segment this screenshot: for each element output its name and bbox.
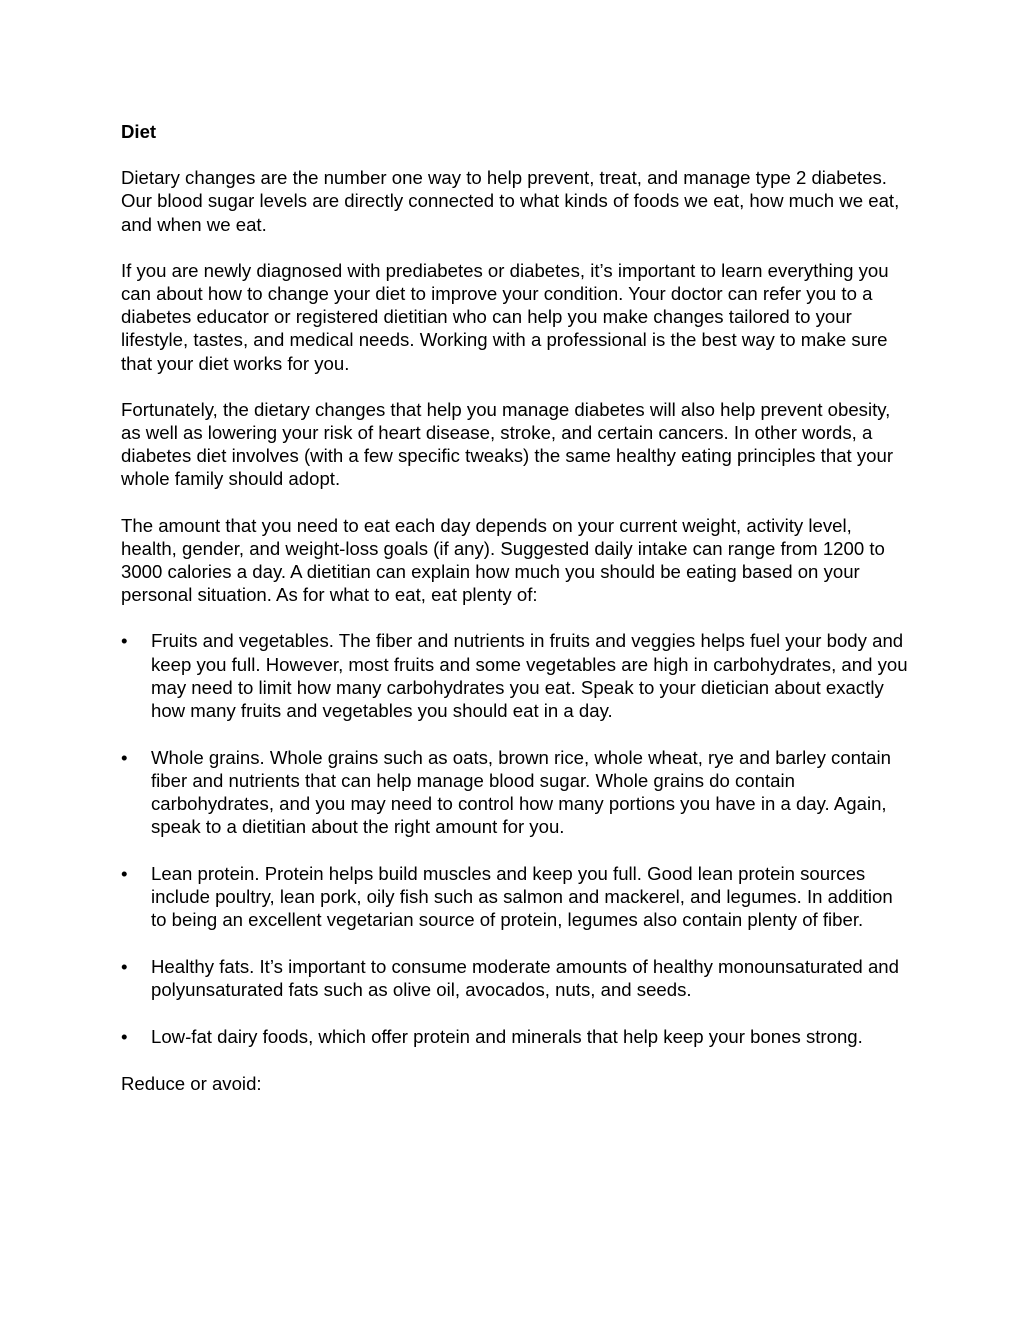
document-title: Diet xyxy=(121,121,157,142)
paragraph-intro: Dietary changes are the number one way to help prevent, treat, and manage type 2 diabetes. Our blood sugar levels are directly connected to what kinds of foods we eat, how much we eat, and when we eat. xyxy=(121,167,900,235)
list-item-text: Lean protein. Protein helps build muscles and keep you full. Good lean protein sources include poultry, lean pork, oily fish such as salmon and mackerel, and legumes. In addition to being an excellent vegetarian source of protein, legumes also contain plenty of fiber. xyxy=(151,863,893,931)
list-item xyxy=(121,629,911,722)
list-item-text: Healthy fats. It’s important to consume moderate amounts of healthy monounsaturated and polyunsaturated fats such as olive oil, avocados, nuts, and seeds. xyxy=(151,956,899,1001)
bullet-icon: • xyxy=(121,956,128,978)
list-item-text: Fruits and vegetables. The fiber and nutrients in fruits and veggies helps fuel your body and keep you full. However, most fruits and some vegetables are high in carbohydrates, and you may need to limit how many carbohydrates you eat. Speak to your dietician about exactly how many fruits and vegetables you should eat in a day. xyxy=(151,630,908,722)
list-item-text: Low-fat dairy foods, which offer protein and minerals that help keep your bones strong. xyxy=(151,1026,863,1048)
bullet-icon: • xyxy=(121,863,128,885)
reduce-avoid-heading: Reduce or avoid: xyxy=(121,1072,262,1094)
paragraph-amount: The amount that you need to eat each day depends on your current weight, activity level, health, gender, and weight-loss goals (if any). Suggested daily intake can range from 1200 to 3000 calories a day. A dietitian can explain how much you should be eating based on your personal situation. As for what to eat, eat plenty of: xyxy=(121,514,885,606)
bullet-icon: • xyxy=(121,1026,128,1048)
eat-plenty-list xyxy=(121,629,911,1048)
list-item xyxy=(121,862,911,932)
list-item xyxy=(121,1025,911,1048)
list-item xyxy=(121,955,911,1001)
paragraph-fortunately: Fortunately, the dietary changes that help you manage diabetes will also help prevent obesity, as well as lowering your risk of heart disease, stroke, and certain cancers. In other words, a diabetes diet involves (with a few specific tweaks) the same healthy eating principles that your whole family should adopt. xyxy=(121,398,894,490)
bullet-icon: • xyxy=(121,630,128,652)
document-page xyxy=(121,120,911,1095)
paragraph-newly-diagnosed: If you are newly diagnosed with prediabetes or diabetes, it’s important to learn everything you can about how to change your diet to improve your condition. Your doctor can refer you to a diabetes educator or registered dietitian who can help you make changes tailored to your lifestyle, tastes, and medical needs. Working with a professional is the best way to make sure that your diet works for you. xyxy=(121,259,889,374)
list-item-text: Whole grains. Whole grains such as oats, brown rice, whole wheat, rye and barley contain fiber and nutrients that can help manage blood sugar. Whole grains do contain carbohydrates, and you may need to control how many portions you have in a day. Again, speak to a dietitian about the right amount for you. xyxy=(151,746,891,838)
bullet-icon: • xyxy=(121,746,128,768)
list-item xyxy=(121,746,911,839)
